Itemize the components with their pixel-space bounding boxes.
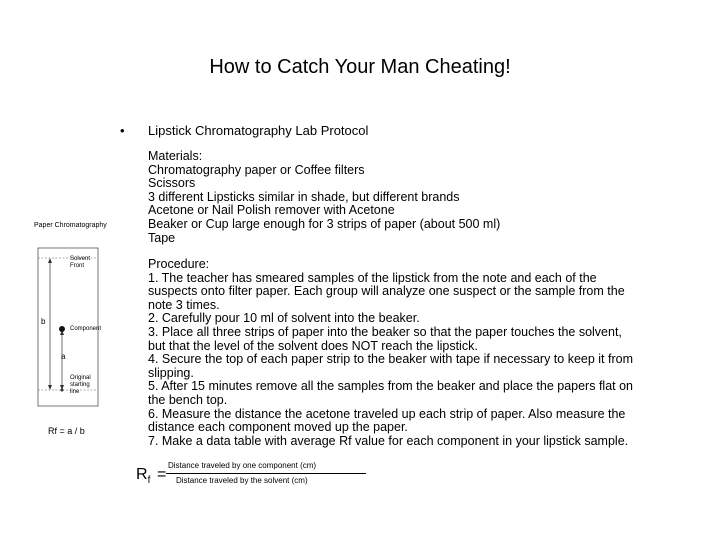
procedure-line: 4. Secure the top of each paper strip to the beaker with tape if necessary to keep it from: [148, 352, 633, 367]
procedure-line: suspects onto filter paper. Each group will analyze one suspect or the sample from the: [148, 284, 625, 299]
procedure-line: distance each component moved up the paper.: [148, 420, 408, 435]
origin-label-3: line: [70, 389, 80, 395]
b-arrow-head-top: [48, 258, 52, 263]
solvent-front-label-1: Solvent: [70, 256, 91, 262]
a-label: a: [61, 352, 66, 361]
page-title: How to Catch Your Man Cheating!: [209, 56, 511, 78]
rf-equals: =: [157, 466, 167, 483]
materials-heading: Materials:: [148, 149, 203, 163]
rf-subscript: f: [147, 475, 151, 487]
material-item: Tape: [148, 230, 176, 245]
component-label: Component: [70, 326, 102, 332]
origin-label-2: starting: [70, 382, 90, 388]
protocol-title: Lipstick Chromatography Lab Protocol: [148, 123, 369, 138]
chromatography-figure: [34, 222, 126, 442]
procedure-line: note 3 times.: [148, 297, 220, 312]
figure-title: Paper Chromatography: [34, 222, 107, 229]
rf-symbol-letter: R: [136, 466, 148, 483]
figure-formula: Rf = a / b: [48, 426, 85, 436]
rf-numerator: Distance traveled by one component (cm): [168, 461, 317, 470]
b-label: b: [41, 317, 46, 326]
materials-section: [148, 150, 696, 245]
rf-formula: [136, 460, 376, 494]
procedure-line: slipping.: [148, 365, 194, 380]
procedure-line: 6. Measure the distance the acetone traveled up each strip of paper. Also measure the: [148, 406, 626, 421]
b-arrow-head-bottom: [48, 385, 52, 390]
material-item: Beaker or Cup large enough for 3 strips of paper (about 500 ml): [148, 216, 501, 231]
procedure-line: 2. Carefully pour 10 ml of solvent into the beaker.: [148, 311, 420, 326]
procedure-line: the bench top.: [148, 392, 228, 407]
origin-label-1: Original: [70, 375, 91, 381]
solvent-front-label-2: Front: [70, 263, 85, 269]
material-item: Scissors: [148, 176, 196, 191]
procedure-line: 5. After 15 minutes remove all the samples from the beaker and place the papers flat on: [148, 379, 633, 394]
procedure-line: 7. Make a data table with average Rf value for each component in your lipstick sample.: [148, 433, 629, 448]
bullet-marker: •: [120, 123, 125, 138]
rf-fraction-bar: [166, 473, 366, 474]
procedure-heading: Procedure:: [148, 257, 210, 271]
material-item: Chromatography paper or Coffee filters: [148, 162, 365, 177]
rf-symbol: [136, 466, 150, 486]
material-item: Acetone or Nail Polish remover with Acetone: [148, 203, 395, 218]
procedure-section: [148, 258, 696, 448]
procedure-line: 1. The teacher has smeared samples of the lipstick from the note and each of the: [148, 270, 597, 285]
procedure-line: but that the level of the solvent does NOT reach the lipstick.: [148, 338, 478, 353]
rf-denominator: Distance traveled by the solvent (cm): [176, 476, 308, 485]
procedure-line: 3. Place all three strips of paper into the beaker so that the paper touches the solvent,: [148, 324, 622, 339]
material-item: 3 different Lipsticks similar in shade, but different brands: [148, 189, 460, 204]
origin-spot: [61, 389, 64, 392]
component-spot: [59, 326, 65, 332]
